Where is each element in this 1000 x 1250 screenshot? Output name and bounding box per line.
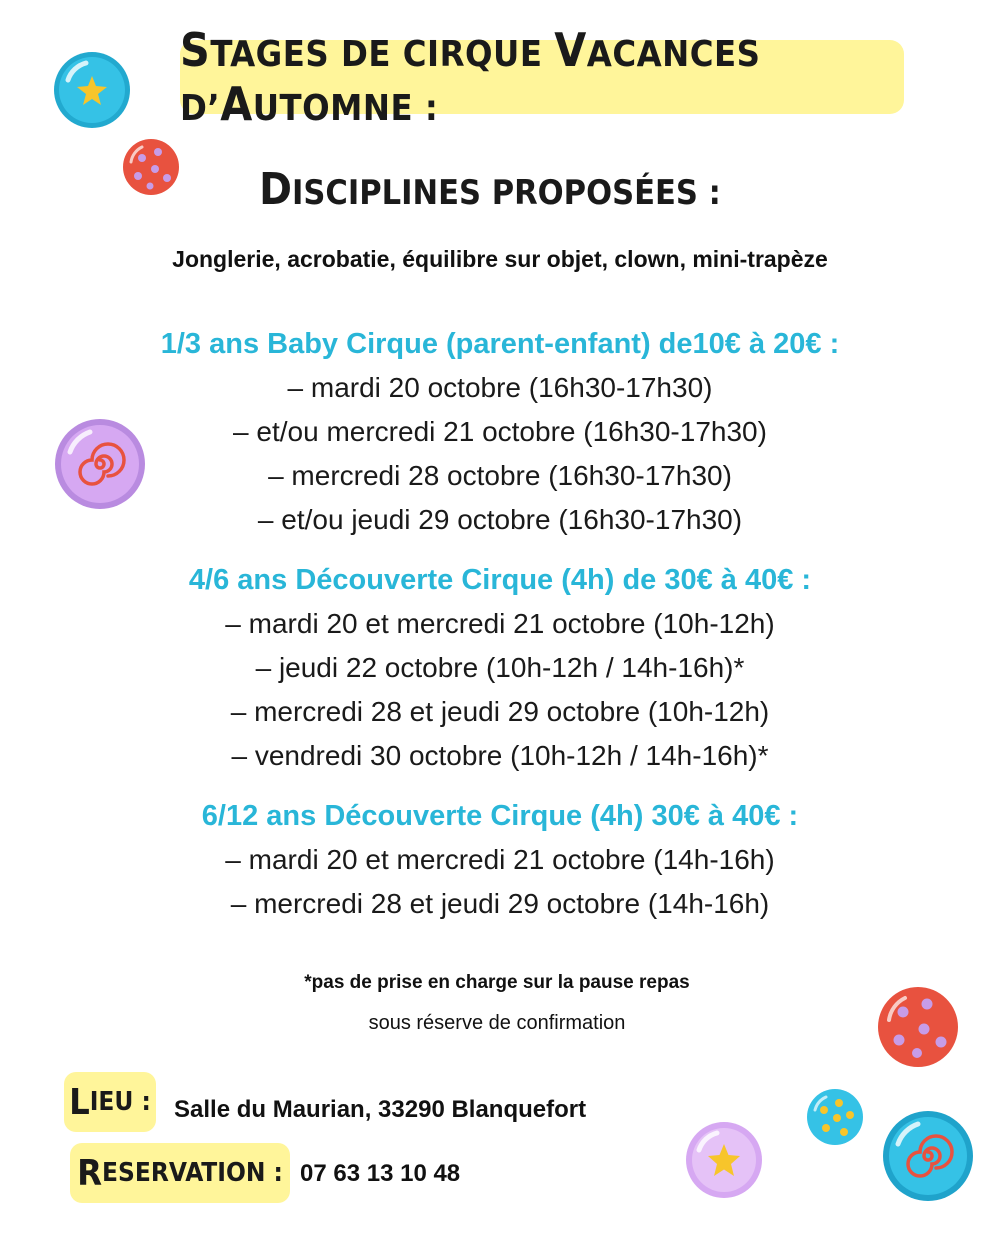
schedule-line: – et/ou jeudi 29 octobre (16h30-17h30)	[257, 504, 743, 535]
lieu-label: L IEU :	[64, 1072, 156, 1132]
polka-dot-ball-icon	[122, 138, 180, 196]
section-title: 4/6 ans Découverte Cirque (4h) de 30€ à 40€ :	[188, 564, 812, 596]
meal-break-note: *pas de prise en charge sur la pause repas	[304, 972, 690, 993]
spiral-ball-icon	[54, 418, 146, 510]
spiral-ball-icon	[882, 1110, 974, 1202]
section-decouverte-4-6	[0, 558, 1000, 778]
confirmation-note: sous réserve de confirmation	[368, 1012, 626, 1034]
lieu-address: Salle du Maurian, 33290 Blanquefort	[174, 1096, 587, 1123]
reservation-phone[interactable]: 07 63 13 10 48	[300, 1160, 461, 1187]
disciplines-heading: DISCIPLINES PROPOSÉES :	[259, 164, 721, 215]
schedule-line: – mardi 20 et mercredi 21 octobre (10h-12h)	[225, 608, 775, 639]
schedule-line: – et/ou mercredi 21 octobre (16h30-17h30)	[233, 416, 767, 447]
section-decouverte-6-12	[0, 794, 1000, 926]
polka-dot-ball-icon	[806, 1088, 864, 1146]
reservation-label: R ESERVATION :	[70, 1143, 290, 1203]
schedule-line: – mardi 20 et mercredi 21 octobre (14h-16h)	[225, 844, 775, 875]
disciplines-list: Jonglerie, acrobatie, équilibre sur objet, clown, mini-trapèze	[172, 246, 828, 272]
star-ball-icon	[52, 50, 132, 130]
schedule-line: – mercredi 28 octobre (16h30-17h30)	[268, 460, 732, 491]
schedule-line: – mardi 20 octobre (16h30-17h30)	[287, 372, 713, 403]
schedule-line: – mercredi 28 et jeudi 29 octobre (14h-16h)	[230, 888, 770, 919]
page-title: STAGES DE CIRQUE VACANCES D’AUTOMNE :	[180, 23, 761, 131]
polka-dot-ball-icon	[877, 986, 959, 1068]
schedule-line: – jeudi 22 octobre (10h-12h / 14h-16h)*	[255, 652, 745, 683]
star-ball-icon	[684, 1120, 764, 1200]
section-title: 1/3 ans Baby Cirque (parent-enfant) de10€ à 20€ :	[160, 328, 840, 360]
schedule-line: – mercredi 28 et jeudi 29 octobre (10h-12h)	[230, 696, 770, 727]
section-baby-cirque	[0, 322, 1000, 542]
title-banner	[180, 23, 904, 131]
section-title: 6/12 ans Découverte Cirque (4h) 30€ à 40€ :	[201, 800, 799, 832]
schedule-line: – vendredi 30 octobre (10h-12h / 14h-16h)*	[231, 740, 769, 771]
